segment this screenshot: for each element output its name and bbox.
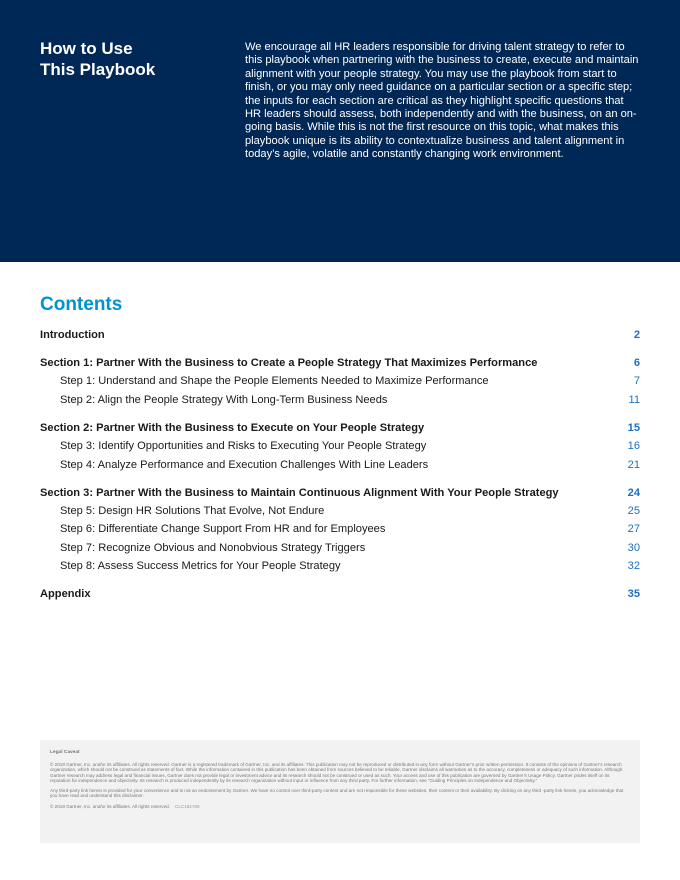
table-of-contents [40,326,640,603]
toc-entry-step-4[interactable] [40,456,640,474]
legal-copyright-line [50,804,630,810]
toc-label: Section 2: Partner With the Business to Execute on Your People Strategy [40,421,425,434]
toc-label: Step 6: Differentiate Change Support From HR and for Employees [60,523,386,536]
toc-page: 25 [627,505,640,518]
toc-page: 2 [633,329,640,341]
toc-page: 21 [627,458,640,471]
toc-entry-section-3[interactable] [40,484,640,502]
intro-paragraph: We encourage all HR leaders responsible for driving talent strategy to refer to this playbook when partnering with the business to create, execute and maintain alignment with your people strategy. You may use the playbook from start to finish, or you may only need guidance on a particular section or a specific step; the inputs for each section are critical as they highlight specific questions that HR leaders should assess, both independently and with the business, on an on-going basis. While this is not the first resource on this topic, what makes this playbook unique is its ability to contextualize business and talent alignment in today’s agile, volatile and constantly changing work environment. [245,41,639,161]
toc-entry-step-3[interactable] [40,437,640,455]
toc-label: Step 3: Identify Opportunities and Risks to Executing Your People Strategy [60,440,427,453]
toc-page: 7 [633,375,640,388]
toc-page: 24 [627,486,640,499]
page-title [40,39,220,80]
toc-entry-section-2[interactable] [40,419,640,437]
title-line-2: This Playbook [40,59,156,79]
toc-entry-step-7[interactable] [40,539,640,557]
toc-entry-step-8[interactable] [40,557,640,575]
copyright-text: © 2018 Gartner, Inc. and/or its affiliates. All rights reserved. [50,803,170,809]
toc-page: 15 [627,421,640,434]
toc-label: Section 3: Partner With the Business to Maintain Continuous Alignment With Your People Strategy [40,486,559,499]
legal-caveat-box [40,740,640,843]
hero-banner [0,0,680,262]
toc-label: Section 1: Partner With the Business to Create a People Strategy That Maximizes Performance [40,357,538,370]
toc-label: Step 1: Understand and Shape the People Elements Needed to Maximize Performance [60,375,489,388]
toc-page: 32 [627,559,640,572]
toc-entry-section-1[interactable] [40,354,640,372]
document-code: CLC182789 [175,803,200,809]
toc-page: 11 [628,393,640,406]
toc-label: Step 2: Align the People Strategy With Long-Term Business Needs [60,393,388,406]
legal-paragraph-1: © 2018 Gartner, Inc. and/or its affiliates. All rights reserved. Gartner is a registered trademark of Gartner, Inc. and its affiliates. This publication may not be reproduced or distributed in any form without Gartner’s prior written permission. It consists of the opinions of Gartner’s research organization, which should not be construed as statements of fact. While the information contained in this publication has been obtained from sources believed to be reliable, Gartner disclaims all warranties as to the accuracy, completeness or adequacy of such information. Although Gartner research may address legal and financial issues, Gartner does not provide legal or investment advice and its research should not be construed or used as such. Your access and use of this publication are governed by Gartner’s Usage Policy. Gartner prides itself on its reputation for independence and objectivity. Its research is produced independently by its research organization without input or influence from any third party. For further information, see “Guiding Principles on Independence and Objectivity.” [50,761,623,783]
legal-heading: Legal Caveat [50,750,80,755]
toc-label: Step 7: Recognize Obvious and Nonobvious Strategy Triggers [60,541,366,554]
toc-page: 16 [627,440,640,453]
toc-label: Step 8: Assess Success Metrics for Your People Strategy [60,559,341,572]
toc-entry-step-6[interactable] [40,520,640,538]
toc-entry-appendix[interactable] [40,585,640,603]
toc-label: Step 5: Design HR Solutions That Evolve, Not Endure [60,505,325,518]
toc-page: 35 [627,588,640,601]
toc-entry-step-2[interactable] [40,391,640,409]
toc-page: 6 [633,357,640,370]
legal-paragraph-2: Any third-party link herein is provided for your convenience and is not an endorsement by Gartner. We have no control over third-party content and are not responsible for these websites, their content or their availability. By clicking on any third -party link herein, you acknowledge that you have read and understand this disclaimer. [50,787,624,798]
toc-page: 30 [627,541,640,554]
toc-entry-introduction[interactable] [40,326,640,344]
title-line-1: How to Use [40,39,133,58]
toc-entry-step-5[interactable] [40,502,640,520]
toc-label: Step 4: Analyze Performance and Execution Challenges With Line Leaders [60,458,429,471]
toc-label: Introduction [40,329,105,341]
contents-heading: Contents [40,294,123,315]
toc-page: 27 [627,523,640,536]
toc-label: Appendix [40,588,91,601]
toc-entry-step-1[interactable] [40,372,640,390]
